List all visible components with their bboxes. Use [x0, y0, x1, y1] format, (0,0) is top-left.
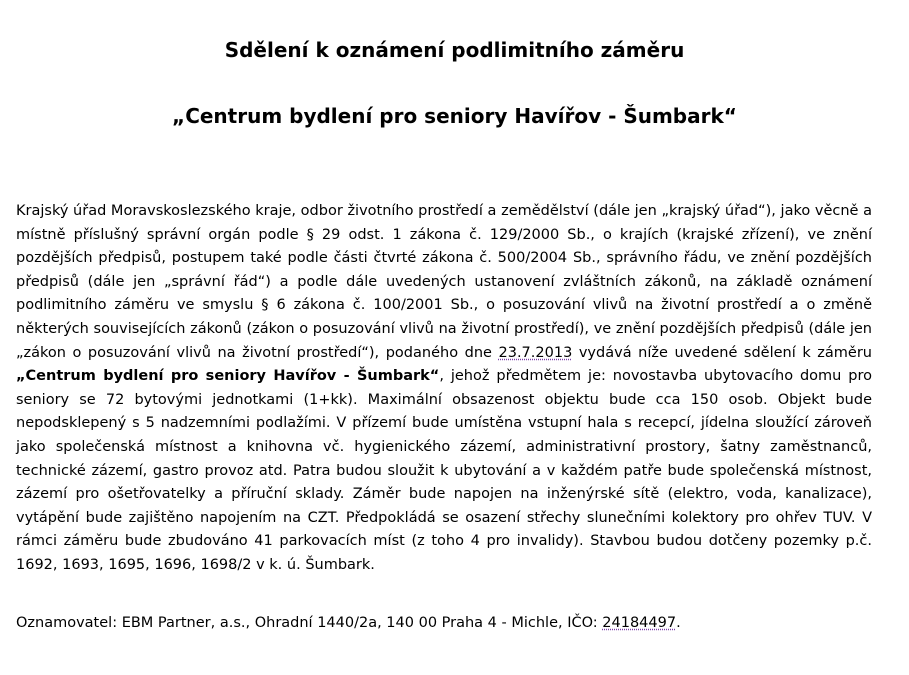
announcer-prefix: Oznamovatel: EBM Partner, a.s., Ohradní 1440/2a, 140 00 Praha 4 - Michle, IČO: [16, 615, 603, 631]
project-name: „Centrum bydlení pro seniory Havířov - Šumbark“ [16, 368, 440, 385]
document-subtitle: „Centrum bydlení pro seniory Havířov - Šumbark“ [172, 104, 737, 128]
paragraph-part1: Krajský úřad Moravskoslezského kraje, odbor životního prostředí a zemědělství (dále jen „krajský úřad“), jako věcně a místně příslušný správní orgán podle § 29 odst. 1 zákona č. 129/2000 Sb., o krajích (krajské zřízení), ve znění pozdějších předpisů, postupem také podle části čtvrté zákona č. 500/2004 Sb., správního řádu, ve znění pozdějších předpisů (dále jen „správní řád“) a podle dále uvedených ustanovení zvláštních zákonů, na základě oznámení podlimitního záměru ve smyslu § 6 zákona č. 100/2001 Sb., o posuzování vlivů na životní prostředí a o změně některých souvisejících zákonů (zákon o posuzování vlivů na životní prostředí), ve znění pozdějších předpisů (dále jen „zákon o posuzování vlivů na životní prostředí“), podaného dne [16, 203, 872, 361]
announcer-line [16, 612, 681, 636]
main-paragraph [16, 200, 872, 578]
paragraph-part2: vydává níže uvedené sdělení k záměru [572, 344, 872, 361]
submission-date: 23.7.2013 [498, 344, 573, 361]
paragraph-part3: , jehož předmětem je: novostavba ubytovacího domu pro seniory se 72 bytovými jednotkami (1+kk). Maximální obsazenost objektu bude cca 150 osob. Objekt bude nepodsklepený s 5 nadzemními podlažími. V přízemí bude umístěna vstupní hala s recepcí, jídelna sloužící zároveň jako společenská místnost a knihovna vč. hygienického zázemí, administrativní prostory, šatny zaměstnanců, technické zázemí, gastro provoz atd. Patra budou sloužit k ubytování a v každém patře bude společenská místnost, zázemí pro ošetřovatelky a příruční sklady. Záměr bude napojen na inženýrské sítě (elektro, voda, kanalizace), vytápění bude zajištěno napojením na CZT. Předpokládá se osazení střechy slunečními kolektory pro ohřev TUV. V rámci záměru bude zbudováno 41 parkovacích míst (z toho 4 pro invalidy). Stavbou budou dotčeny pozemky p.č. 1692, 1693, 1695, 1696, 1698/2 v k. ú. Šumbark. [16, 368, 872, 573]
announcer-suffix: . [676, 615, 681, 631]
document-title: Sdělení k oznámení podlimitního záměru [224, 38, 685, 62]
announcer-ico: 24184497 [602, 615, 677, 631]
